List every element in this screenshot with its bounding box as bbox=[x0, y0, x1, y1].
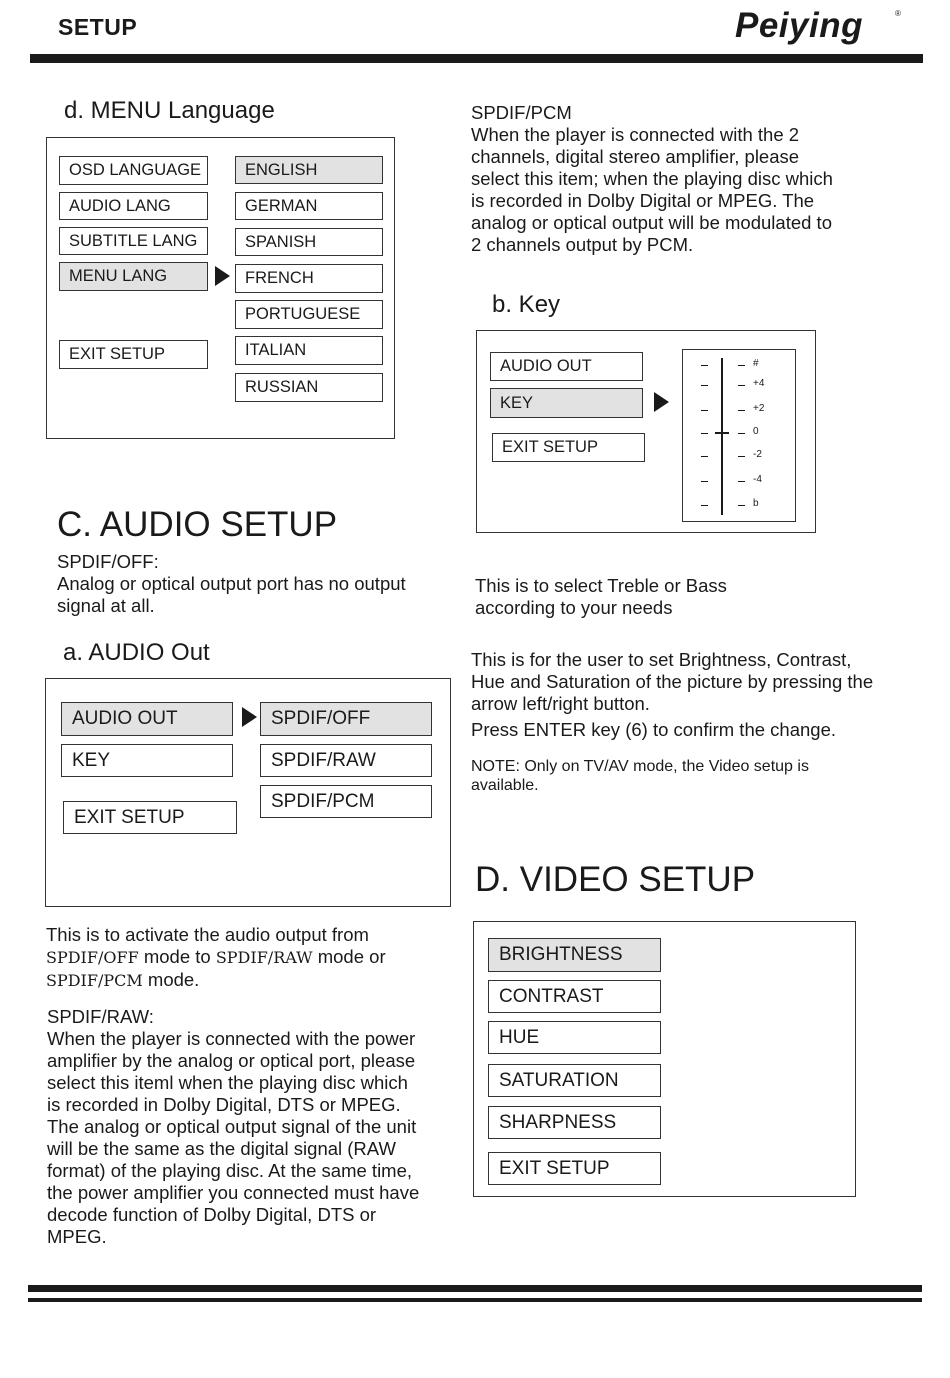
arrow-right-icon bbox=[654, 392, 669, 412]
key-label: KEY bbox=[500, 393, 534, 412]
menu-language-exit-button[interactable] bbox=[59, 340, 208, 369]
scale-tick bbox=[738, 385, 745, 386]
arrow-right-icon bbox=[242, 707, 257, 727]
scale-label: +2 bbox=[753, 403, 765, 414]
desc-text: mode to bbox=[138, 946, 216, 967]
key-description: This is to select Treble or Bass according to your needs bbox=[475, 575, 727, 618]
scale-track bbox=[721, 358, 723, 515]
hue-item[interactable] bbox=[488, 1021, 661, 1054]
exit-setup-label: EXIT SETUP bbox=[502, 438, 598, 456]
menu-language-heading: d. MENU Language bbox=[64, 97, 275, 124]
key-heading: b. Key bbox=[492, 291, 561, 318]
osd-language-label: OSD LANGUAGE bbox=[69, 161, 202, 179]
scale-label: 0 bbox=[753, 426, 759, 437]
exit-setup-label: EXIT SETUP bbox=[74, 806, 185, 828]
desc-text: mode or bbox=[312, 946, 386, 967]
scale-tick bbox=[738, 505, 745, 506]
spdif-raw-option[interactable] bbox=[260, 744, 432, 777]
mode-spdif-off: SPDIF/OFF bbox=[46, 948, 139, 967]
spdif-off-option[interactable] bbox=[260, 702, 432, 736]
russian-option[interactable] bbox=[235, 373, 383, 402]
scale-tick bbox=[738, 456, 745, 457]
audio-out-item[interactable] bbox=[61, 702, 233, 736]
scale-tick bbox=[701, 433, 708, 434]
english-option[interactable] bbox=[235, 156, 383, 184]
desc-line1: This is to activate the audio output from bbox=[46, 924, 369, 945]
audio-out-label: AUDIO OUT bbox=[72, 708, 178, 729]
scale-tick bbox=[701, 505, 708, 506]
sharpness-item[interactable] bbox=[488, 1106, 661, 1139]
scale-label: +4 bbox=[753, 378, 765, 389]
scale-tick bbox=[738, 433, 745, 434]
menu-lang-item[interactable] bbox=[59, 262, 208, 291]
audio-out-panel bbox=[45, 678, 451, 907]
contrast-label: CONTRAST bbox=[499, 985, 604, 1007]
spdif-raw-description: When the player is connected with the power amplifier by the analog or optical port, please select this iteml when the playing disc which is recorded in Dolby Digital, DTS or MPEG. The analog or optical output signal of the unit will be the same as the digital signal (RAW format) of the playing disc. At the same time, the power amplifier you connected must have decode function of Dolby Digital, DTS or MPEG. bbox=[47, 1028, 420, 1247]
exit-setup-label: EXIT SETUP bbox=[499, 1157, 610, 1179]
audio-out-heading: a. AUDIO Out bbox=[63, 639, 210, 666]
portuguese-option[interactable] bbox=[235, 300, 383, 329]
spdif-raw-title: SPDIF/RAW: bbox=[47, 1006, 154, 1027]
audio-lang-item[interactable] bbox=[59, 192, 208, 220]
footer-rule bbox=[28, 1285, 922, 1292]
option-label: GERMAN bbox=[245, 196, 318, 215]
header-rule bbox=[30, 54, 923, 63]
scale-label: -4 bbox=[753, 474, 762, 485]
option-label: SPDIF/PCM bbox=[271, 790, 375, 812]
contrast-item[interactable] bbox=[488, 980, 661, 1013]
osd-language-item[interactable] bbox=[59, 156, 208, 185]
audio-out-item[interactable] bbox=[490, 352, 643, 381]
scale-tick bbox=[701, 481, 708, 482]
scale-tick bbox=[701, 385, 708, 386]
subtitle-lang-label: SUBTITLE LANG bbox=[69, 231, 198, 250]
audio-setup-heading: C. AUDIO SETUP bbox=[57, 505, 338, 544]
footer-rule bbox=[28, 1298, 922, 1302]
scale-label: -2 bbox=[753, 449, 762, 460]
spdif-pcm-title: SPDIF/PCM bbox=[471, 102, 572, 123]
key-label: KEY bbox=[72, 749, 111, 771]
scale-tick bbox=[738, 481, 745, 482]
option-label: ITALIAN bbox=[245, 341, 307, 359]
german-option[interactable] bbox=[235, 192, 383, 220]
spdif-pcm-option[interactable] bbox=[260, 785, 432, 818]
brightness-item[interactable] bbox=[488, 938, 661, 972]
option-label: SPANISH bbox=[245, 232, 317, 251]
option-label: SPDIF/OFF bbox=[271, 708, 371, 729]
scale-tick bbox=[701, 456, 708, 457]
mode-spdif-pcm: SPDIF/PCM bbox=[46, 971, 143, 990]
option-label: FRENCH bbox=[245, 269, 314, 287]
spanish-option[interactable] bbox=[235, 228, 383, 256]
scale-tick bbox=[701, 410, 708, 411]
video-setup-panel bbox=[473, 921, 856, 1197]
mode-spdif-raw: SPDIF/RAW bbox=[215, 948, 313, 967]
video-setup-exit-button[interactable] bbox=[488, 1152, 661, 1185]
arrow-right-icon bbox=[215, 266, 230, 286]
option-label: ENGLISH bbox=[245, 160, 318, 179]
registered-mark: ® bbox=[895, 9, 901, 18]
audio-out-description bbox=[46, 924, 446, 992]
option-label: RUSSIAN bbox=[245, 378, 319, 396]
scale-tick bbox=[701, 365, 708, 366]
saturation-label: SATURATION bbox=[499, 1069, 619, 1091]
page-header-title: SETUP bbox=[58, 14, 138, 40]
video-setup-heading: D. VIDEO SETUP bbox=[475, 860, 756, 899]
key-exit-button[interactable] bbox=[492, 433, 645, 462]
exit-setup-label: EXIT SETUP bbox=[69, 345, 165, 363]
scale-tick bbox=[738, 410, 745, 411]
menu-lang-label: MENU LANG bbox=[69, 267, 168, 285]
saturation-item[interactable] bbox=[488, 1064, 661, 1097]
desc-text: mode. bbox=[142, 969, 200, 990]
video-setup-note: NOTE: Only on TV/AV mode, the Video setup is available. bbox=[471, 758, 809, 794]
scale-slider-handle[interactable] bbox=[715, 432, 729, 434]
option-label: PORTUGUESE bbox=[245, 305, 361, 323]
key-item[interactable] bbox=[61, 744, 233, 777]
enter-key-note: Press ENTER key (6) to confirm the change. bbox=[471, 719, 836, 740]
sharpness-label: SHARPNESS bbox=[499, 1111, 617, 1133]
audio-out-exit-button[interactable] bbox=[63, 801, 237, 834]
subtitle-lang-item[interactable] bbox=[59, 227, 208, 255]
spdif-off-title: SPDIF/OFF: bbox=[57, 551, 159, 572]
spdif-pcm-description: When the player is connected with the 2 channels, digital stereo amplifier, please select this item; when the playing disc which is recorded in Dolby Digital or MPEG. The analog or optical output will be modulated to 2 channels output by PCM. bbox=[471, 124, 833, 255]
video-info-description: This is for the user to set Brightness, Contrast, Hue and Saturation of the picture by pressing the arrow left/right button. bbox=[471, 649, 874, 714]
scale-tick bbox=[738, 365, 745, 366]
spdif-off-description: Analog or optical output port has no output signal at all. bbox=[57, 573, 406, 616]
audio-out-label: AUDIO OUT bbox=[500, 357, 592, 375]
audio-lang-label: AUDIO LANG bbox=[69, 196, 171, 215]
scale-label: b bbox=[753, 498, 759, 509]
french-option[interactable] bbox=[235, 264, 383, 293]
scale-label: # bbox=[753, 358, 759, 369]
menu-language-panel bbox=[46, 137, 395, 439]
key-item[interactable] bbox=[490, 388, 643, 418]
brand-logo: Peiying bbox=[735, 6, 863, 45]
key-panel bbox=[476, 330, 816, 533]
option-label: SPDIF/RAW bbox=[271, 749, 376, 771]
hue-label: HUE bbox=[499, 1026, 540, 1048]
key-scale[interactable] bbox=[682, 349, 796, 522]
italian-option[interactable] bbox=[235, 336, 383, 365]
brightness-label: BRIGHTNESS bbox=[499, 944, 623, 965]
